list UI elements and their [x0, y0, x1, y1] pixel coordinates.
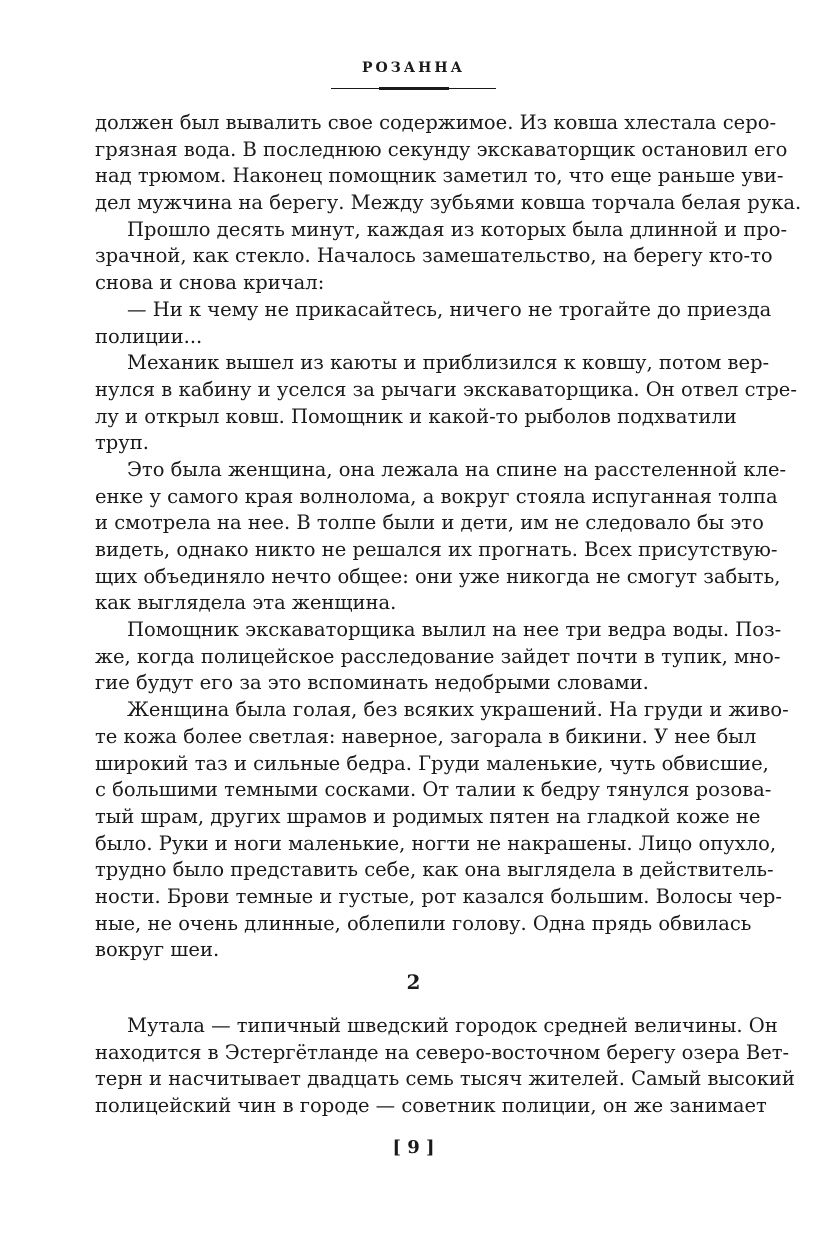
text-line: ности. Брови темные и густые, рот казался большим. Волосы чер- [95, 884, 782, 908]
text-line: с большими темными сосками. От талии к бедру тянулся розова- [95, 778, 772, 802]
text-line: вокруг шеи. [95, 938, 220, 962]
text-line: Мутала — типичный шведский городок средней величины. Он [127, 1014, 778, 1037]
text-line: — Ни к чему не прикасайтесь, ничего не трогайте до приезда [127, 297, 772, 321]
text-line: широкий таз и сильные бедра. Груди маленькие, чуть обвисшие, [95, 751, 769, 775]
text-line: дел мужчина на берегу. Между зубьями ковша торчала белая рука. [95, 191, 802, 215]
chapter-number: 2 [406, 970, 421, 994]
text-line: щих объединяло нечто общее: они уже никогда не смогут забыть, [95, 564, 781, 588]
text-line: полицейский чин в городе — советник полиции, он же занимает [95, 1094, 767, 1118]
text-line: Женщина была голая, без всяких украшений. На груди и живо- [127, 698, 789, 722]
text-line: нулся в кабину и уселся за рычаги экскаваторщика. Он отвел стре- [95, 377, 797, 401]
text-line: было. Руки и ноги маленькие, ногти не накрашены. Лицо опухло, [95, 831, 777, 855]
text-line: гие будут его за это вспоминать недобрыми словами. [95, 671, 649, 695]
text-line: над трюмом. Наконец помощник заметил то, что еще раньше уви- [95, 164, 784, 188]
text-line: как выглядела эта женщина. [95, 591, 397, 615]
running-title: РОЗАННА [361, 60, 466, 76]
header-rule-accent [379, 87, 449, 90]
text-line: терн и насчитывает двадцать семь тысяч жителей. Самый высокий [95, 1067, 795, 1091]
text-line: ные, не очень длинные, облепили голову. Одна прядь обвилась [95, 911, 752, 935]
text-line: Прошло десять минут, каждая из которых была длинной и про- [127, 217, 788, 241]
text-line: должен был вывалить свое содержимое. Из ковша хлестала серо- [95, 111, 777, 134]
text-line: грязная вода. В последнюю секунду экскаваторщик остановил его [95, 137, 788, 161]
text-line: Это была женщина, она лежала на спине на расстеленной кле- [127, 457, 787, 481]
body-text [95, 110, 802, 964]
text-line: енке у самого края волнолома, а вокруг стояла испуганная толпа [95, 484, 778, 508]
text-line: тый шрам, других шрамов и родимых пятен на гладкой коже не [95, 804, 761, 828]
text-line: Помощник экскаваторщика вылил на нее три ведра воды. Поз- [127, 618, 782, 642]
page-number: [ 9 ] [392, 1137, 435, 1158]
text-line: находится в Эстергётланде на северо-восточном берегу озера Вет- [95, 1040, 790, 1064]
text-line: видеть, однако никто не решался их прогнать. Всех присутствую- [95, 538, 778, 561]
chapter-text [95, 1013, 795, 1120]
text-line: же, когда полицейское расследование зайдет почти в тупик, мно- [95, 644, 781, 668]
text-line: и смотрела на нее. В толпе были и дети, им не следовало бы это [95, 511, 764, 535]
text-line: полиции... [95, 324, 203, 348]
text-line: лу и открыл ковш. Помощник и какой-то рыболов подхватили [95, 404, 737, 428]
text-line: зрачной, как стекло. Началось замешательство, на берегу кто-то [95, 244, 773, 268]
text-line: те кожа более светлая: наверное, загорала в бикини. У нее был [95, 724, 757, 748]
text-line: труп. [95, 431, 149, 455]
text-line: Механик вышел из каюты и приблизился к ковшу, потом вер- [127, 351, 770, 375]
text-line: трудно было представить себе, как она выглядела в действитель- [95, 858, 774, 882]
text-line: снова и снова кричал: [95, 271, 325, 295]
